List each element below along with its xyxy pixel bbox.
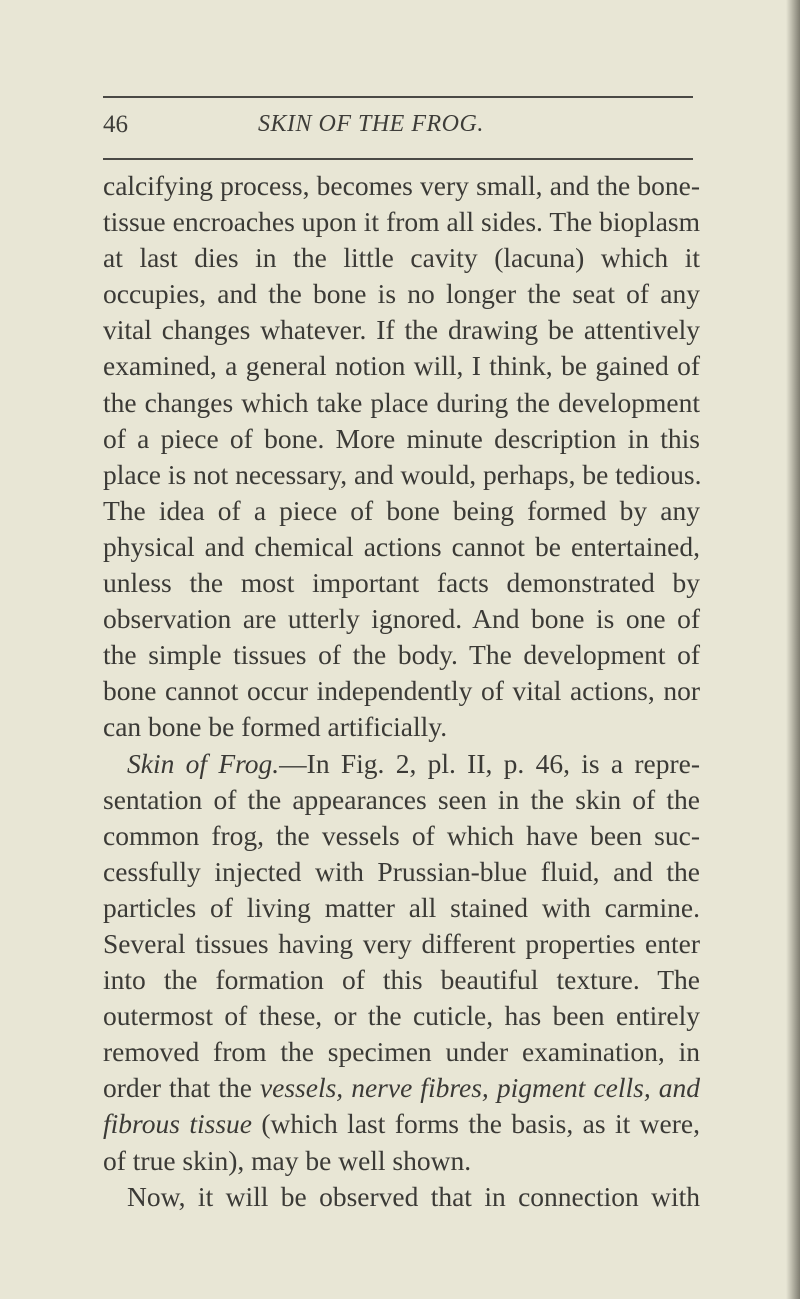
text-line: The idea of a piece of bone being formed by any bbox=[103, 494, 700, 526]
text-line: outermost of these, or the cuticle, has been entirely bbox=[103, 1000, 700, 1032]
text-line: cessfully injected with Prussian-blue fluid, and the bbox=[103, 855, 700, 887]
header-top-rule bbox=[103, 96, 693, 98]
text-line: vital changes whatever. If the drawing be attentively bbox=[103, 314, 700, 346]
section-first-line-text: —In Fig. 2, pl. II, p. 46, is a repre- bbox=[279, 747, 700, 779]
italic-run: vessels, nerve fibres, pigment cells, and bbox=[259, 1072, 700, 1104]
section-first-line bbox=[103, 746, 700, 782]
text-line: occupies, and the bone is no longer the seat of any bbox=[103, 278, 700, 310]
page-edge-shadow bbox=[786, 0, 800, 1299]
text-line: removed from the specimen under examination, in bbox=[103, 1036, 700, 1068]
text-line: physical and chemical actions cannot be entertained, bbox=[103, 530, 700, 562]
text-line: place is not necessary, and would, perhaps, be tedious. bbox=[103, 458, 702, 490]
text-line: into the formation of this beautiful texture. The bbox=[103, 964, 700, 996]
text-line: tissue encroaches upon it from all sides. The bioplasm bbox=[103, 206, 700, 238]
text-line-mixed bbox=[103, 1070, 700, 1106]
text-line: of a piece of bone. More minute description in this bbox=[103, 422, 700, 454]
section-heading: Skin of Frog. bbox=[127, 747, 280, 779]
text-line: the simple tissues of the body. The development of bbox=[103, 639, 700, 671]
text-line: the changes which take place during the development bbox=[103, 386, 700, 418]
text-line: observation are utterly ignored. And bone is one of bbox=[103, 603, 700, 635]
text-line: of true skin), may be well shown. bbox=[103, 1144, 472, 1176]
text-line: examined, a general notion will, I think, be gained of bbox=[103, 350, 700, 382]
text-line: unless the most important facts demonstrated by bbox=[103, 567, 700, 599]
paragraph-first-line: Now, it will be observed that in connection with bbox=[127, 1180, 700, 1212]
text-line: particles of living matter all stained with carmine. bbox=[103, 891, 700, 923]
text-line: Several tissues having very different properties enter bbox=[103, 927, 700, 959]
italic-run: fibrous tissue bbox=[103, 1108, 252, 1140]
text-line: bone cannot occur independently of vital actions, nor bbox=[103, 675, 700, 707]
text-line: at last dies in the little cavity (lacuna) which it bbox=[103, 242, 700, 274]
text-line-mixed bbox=[103, 1106, 700, 1142]
text-line: can bone be formed artificially. bbox=[103, 711, 448, 743]
running-title: SKIN OF THE FROG. bbox=[258, 111, 484, 137]
text-line: sentation of the appearances seen in the skin of the bbox=[103, 783, 700, 815]
text-run: order that the bbox=[103, 1072, 260, 1104]
text-line: common frog, the vessels of which have been suc- bbox=[103, 819, 700, 851]
text-line: calcifying process, becomes very small, and the bone- bbox=[103, 170, 700, 201]
text-run: (which last forms the basis, as it were, bbox=[251, 1108, 700, 1140]
body-text bbox=[103, 168, 700, 1215]
page-number: 46 bbox=[103, 111, 128, 138]
header-bottom-rule bbox=[103, 158, 693, 160]
